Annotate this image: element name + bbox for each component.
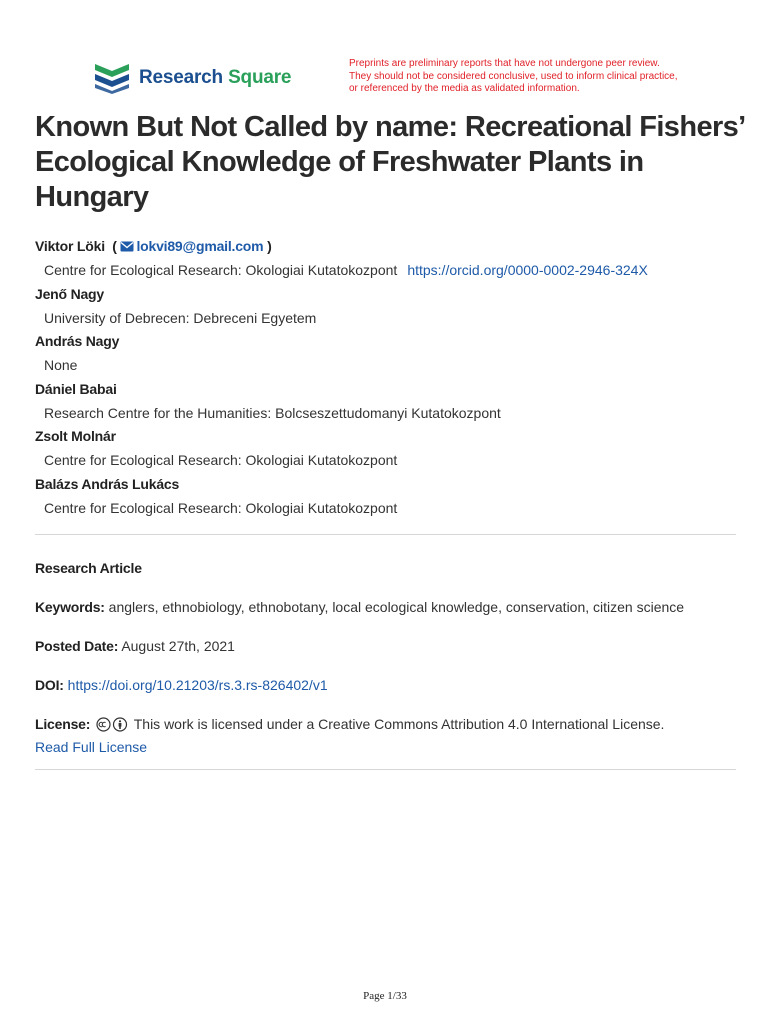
read-full-license [35,739,147,755]
author-name: Balázs András Lukács [35,475,180,492]
divider [35,769,736,770]
author-affiliation: Centre for Ecological Research: Okologiai Kutatokozpont [44,452,398,468]
article-type: Research Article [35,560,142,576]
doi-label: DOI: [35,677,64,693]
author-name: Zsolt Molnár [35,428,116,444]
author-block [35,237,745,285]
keywords-label: Keywords: [35,599,105,615]
preprint-disclaimer [349,58,749,96]
mail-icon [120,241,134,252]
posted-date-label: Posted Date: [35,638,119,654]
author-block [35,285,745,333]
disclaimer-line: Preprints are preliminary reports that have not undergone peer review. [349,58,660,69]
license-label: License: [35,716,91,732]
paper-title: Known But Not Called by name: Recreational Fishers’ Ecological Knowledge of Freshwater Plants in Hungary [35,111,745,213]
logo-text: Research Square [139,67,292,88]
disclaimer-line: They should not be considered conclusive, used to inform clinical practice, [349,70,678,82]
doi-link[interactable]: https://doi.org/10.21203/rs.3.rs-826402/v1 [67,677,328,693]
author-name: Jenő Nagy [35,285,104,302]
author-name: Dániel Babai [35,380,117,397]
disclaimer-line: or referenced by the media as validated information. [349,83,580,94]
author-list [35,237,745,522]
author-affiliation: University of Debrecen: Debreceni Egyetem [44,309,317,326]
creative-commons-icon [96,717,128,732]
license-text: This work is licensed under a Creative Commons Attribution 4.0 International License. [133,716,665,732]
posted-date [35,638,235,654]
author-affiliation: Research Centre for the Humanities: Bolcseszettudomanyi Kutatokozpont [44,404,501,421]
read-full-license-link[interactable]: Read Full License [35,739,148,755]
license [35,716,664,732]
research-square-logo[interactable] [94,62,291,94]
author-affiliation: None [44,357,78,373]
author-block [35,380,745,428]
posted-date-value: August 27th, 2021 [121,638,235,654]
author-name: András Nagy [35,333,120,349]
page-number: Page 1/33 [363,990,407,1002]
author-email-link[interactable]: lokvi89@gmail.com [136,238,264,254]
orcid-link[interactable]: https://orcid.org/0000-0002-2946-324X [407,262,648,278]
research-square-logo-icon [94,62,130,94]
keywords-value: anglers, ethnobiology, ethnobotany, local ecological knowledge, conservation, citizen science [108,599,685,615]
author-block [35,475,745,523]
author-affiliation: Centre for Ecological Research: Okologiai Kutatokozpont [44,499,398,516]
keywords [35,599,684,615]
doi [35,677,328,693]
author-block [35,427,745,475]
author-affiliation: Centre for Ecological Research: Okologiai Kutatokozpont https://orcid.org/0000-0002-2946-324X [44,262,648,278]
divider [35,534,736,535]
author-name: Viktor Löki ( lokvi89@gmail.com ) [35,238,272,254]
author-block [35,332,745,380]
